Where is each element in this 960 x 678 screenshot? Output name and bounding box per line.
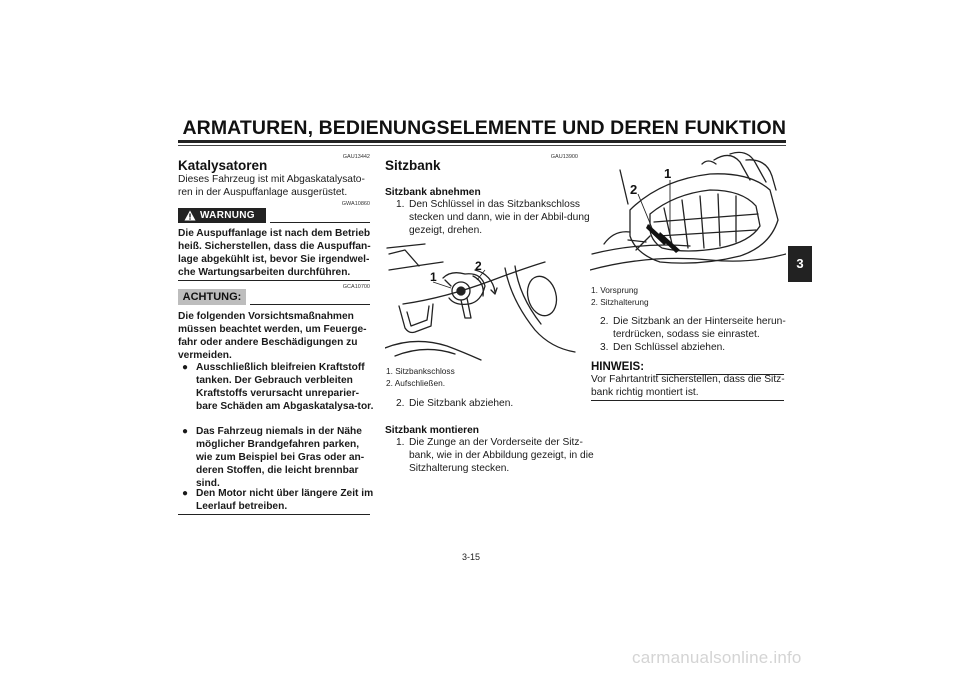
note-end-rule [591,400,784,401]
section-title-sitzbank: Sitzbank [385,158,441,173]
page-header-title: ARMATUREN, BEDIENUNGSELEMENTE UND DEREN FUNKTION [182,117,786,139]
warning-code: GWA10860 [341,201,370,207]
bullet-icon: ● [182,426,189,437]
intro-text: Dieses Fahrzeug ist mit Abgaskatalysato-ren in der Auspuffanlage ausgerüstet. [178,174,365,198]
list-item: ● Ausschließlich bleifreien Kraftstoff tanken. Der Gebrauch verbleiten Kraftstoffs verursacht unreparier-bare Schäden am Abgaskatalysa-tor. [182,362,374,412]
warning-label: WARNUNG [200,210,255,221]
warning-badge [178,208,266,223]
list-item: ● Das Fahrzeug niemals in der Nähe möglicher Brandgefahren parken, wie zum Beispiel bei Gras oder an-deren Stoffen, die leicht brennbar sind. [182,426,365,489]
warning-text: Die Auspuffanlage ist nach dem Betrieb heiß. Sicherstellen, dass die Auspuffan-lage abgekühlt ist, bevor Sie irgendwel-che Wartungsarbeiten durchführen. [178,228,371,278]
fig1-label-2: 2 [475,259,482,273]
list-item: 1. Die Zunge an der Vorderseite der Sitz-bank, wie in der Abbildung gezeigt, in die Sitzhalterung stecken. [396,437,594,474]
note-text: Vor Fahrtantritt sicherstellen, dass die Sitz-bank richtig montiert ist. [591,374,785,398]
caution-rule [250,304,370,305]
caution-end-rule [178,514,370,515]
note-label: HINWEIS: [591,361,645,373]
warning-rule [270,222,370,223]
list-item: 2. Die Sitzbank an der Hinterseite herun-terdrücken, sodass sie einrastet. [600,316,786,340]
seat-lock-illustration [385,240,581,362]
chapter-tab[interactable]: 3 [788,246,812,282]
header-rule-thin [178,145,786,146]
watermark: carmanualsonline.info [632,648,802,667]
section-code: GAU13900 [550,154,578,160]
bullet-icon: ● [182,362,189,373]
fig2-label-2: 2 [630,182,638,197]
fig2-label-1: 1 [664,166,672,181]
fig2-caption: 1. Vorsprung [591,285,639,295]
caution-badge: ACHTUNG: [178,289,246,305]
caution-code: GCA10700 [342,284,370,290]
fig1-caption: 2. Aufschließen. [386,378,446,388]
remove-heading: Sitzbank abnehmen [385,187,481,198]
list-item: 3. Den Schlüssel abziehen. [600,342,726,353]
warning-triangle-icon [184,210,196,221]
bullet-icon: ● [182,488,189,499]
list-item: ● Den Motor nicht über längere Zeit im Leerlauf betreiben. [182,488,374,512]
page-number: 3-15 [462,552,481,562]
header-rule [178,140,786,143]
fig2-caption: 2. Sitzhalterung [591,297,649,307]
list-item: 2. Die Sitzbank abziehen. [396,398,514,409]
fig1-caption: 1. Sitzbankschloss [386,366,455,376]
install-heading: Sitzbank montieren [385,425,479,436]
fig1-label-1: 1 [430,270,437,284]
caution-intro: Die folgenden Vorsichtsmaßnahmen müssen beachtet werden, um Feuerge-fahr oder andere Beschädigungen zu vermeiden. [178,311,367,361]
section-code: GAU13442 [342,154,370,160]
section-title-katalysatoren: Katalysatoren [178,158,268,173]
seat-holder-illustration [590,150,786,286]
warning-end-rule [178,280,370,281]
list-item: 1. Den Schlüssel in das Sitzbankschloss stecken und dann, wie in der Abbil-dung gezeigt, drehen. [396,199,590,236]
